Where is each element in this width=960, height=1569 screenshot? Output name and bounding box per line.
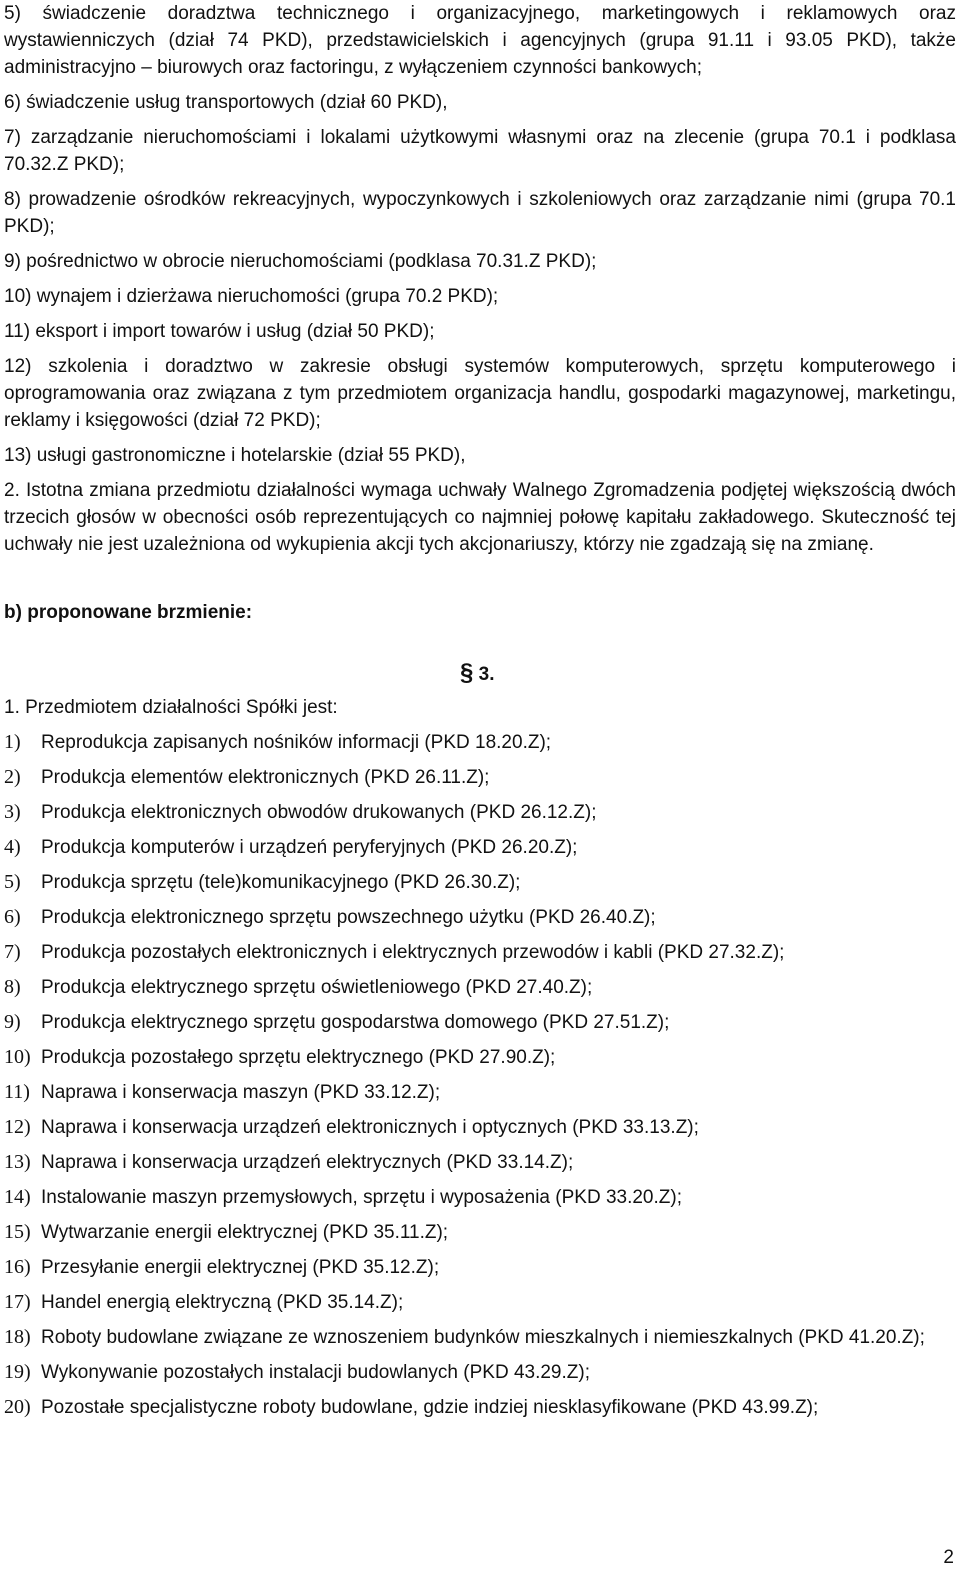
- list-item: 7) zarządzanie nieruchomościami i lokalami użytkowymi własnymi oraz na zlecenie (grupa 70.1 i podklasa 70.32.Z PKD);: [4, 127, 956, 175]
- page-number: 2: [943, 1547, 954, 1568]
- list-item: [4, 1044, 956, 1071]
- list-item: 9) pośrednictwo w obrocie nieruchomościami (podklasa 70.31.Z PKD);: [4, 251, 597, 272]
- item-text: Produkcja sprzętu (tele)komunikacyjnego (PKD 26.30.Z);: [41, 872, 521, 893]
- list-item: 5) świadczenie doradztwa technicznego i organizacyjnego, marketingowych i reklamowych oraz wystawienniczych (dział 74 PKD), przedstawicielskich i agencyjnych (grupa 91.11 i 93.05 PKD), także administracyjno – biurowych oraz factoringu, z wyłączeniem czynności bankowych;: [4, 3, 956, 78]
- item-number: 3): [4, 801, 21, 823]
- item-text: Produkcja elektronicznego sprzętu powszechnego użytku (PKD 26.40.Z);: [41, 907, 656, 928]
- item-text: Przesyłanie energii elektrycznej (PKD 35.12.Z);: [41, 1257, 440, 1278]
- list-item: [4, 869, 956, 896]
- item-number: 6): [4, 906, 21, 928]
- item-number: 10): [4, 1046, 31, 1068]
- item-text: Produkcja elektrycznego sprzętu oświetleniowego (PKD 27.40.Z);: [41, 977, 593, 998]
- list-item: [4, 799, 956, 826]
- item-number: 20): [4, 1396, 31, 1418]
- item-text: Naprawa i konserwacja urządzeń elektronicznych i optycznych (PKD 33.13.Z);: [41, 1117, 699, 1138]
- item-text: Handel energią elektryczną (PKD 35.14.Z);: [41, 1292, 404, 1313]
- item-number: 16): [4, 1256, 31, 1278]
- section-symbol: §: [460, 659, 474, 686]
- list-item: [4, 1254, 956, 1281]
- item-text: Produkcja elementów elektronicznych (PKD 26.11.Z);: [41, 767, 490, 788]
- list-item: 6) świadczenie usług transportowych (dział 60 PKD),: [4, 92, 448, 113]
- section-heading: [460, 658, 956, 688]
- list-item: [4, 974, 956, 1001]
- item-text: Produkcja pozostałych elektronicznych i elektrycznych przewodów i kabli (PKD 27.32.Z);: [41, 942, 785, 963]
- item-text: Produkcja elektronicznych obwodów drukowanych (PKD 26.12.Z);: [41, 802, 597, 823]
- item-number: 1): [4, 731, 21, 753]
- section-number: 3.: [478, 664, 495, 685]
- item-text: Produkcja komputerów i urządzeń peryferyjnych (PKD 26.20.Z);: [41, 837, 578, 858]
- item-text: Naprawa i konserwacja maszyn (PKD 33.12.Z);: [41, 1082, 441, 1103]
- item-number: 8): [4, 976, 21, 998]
- list-item: [4, 904, 956, 931]
- item-text: Roboty budowlane związane ze wznoszeniem budynków mieszkalnych i niemieszkalnych (PKD 41.20.Z);: [41, 1327, 925, 1348]
- document-content: [4, 0, 956, 1429]
- item-number: 2): [4, 766, 21, 788]
- list-item: [4, 1079, 956, 1106]
- list-item: [4, 1394, 956, 1421]
- list-item: [4, 1289, 956, 1316]
- item-text: Reprodukcja zapisanych nośników informacji (PKD 18.20.Z);: [41, 732, 552, 753]
- item-number: 15): [4, 1221, 31, 1243]
- proposed-wording-heading: b) proponowane brzmienie:: [4, 602, 253, 623]
- current-activities-list: [4, 0, 956, 469]
- list-item: [4, 764, 956, 791]
- item-number: 12): [4, 1116, 31, 1138]
- item-number: 14): [4, 1186, 31, 1208]
- list-item: [4, 834, 956, 861]
- proposed-activities-list: [4, 729, 956, 1421]
- list-item: 10) wynajem i dzierżawa nieruchomości (grupa 70.2 PKD);: [4, 286, 499, 307]
- list-item: 11) eksport i import towarów i usług (dział 50 PKD);: [4, 321, 435, 342]
- item-text: Wytwarzanie energii elektrycznej (PKD 35.11.Z);: [41, 1222, 449, 1243]
- list-item: [4, 1359, 956, 1386]
- list-item: 8) prowadzenie ośrodków rekreacyjnych, wypoczynkowych i szkoleniowych oraz zarządzanie nimi (grupa 70.1 PKD);: [4, 189, 956, 237]
- activities-intro: 1. Przedmiotem działalności Spółki jest:: [4, 697, 338, 718]
- item-text: Pozostałe specjalistyczne roboty budowlane, gdzie indziej niesklasyfikowane (PKD 43.99.Z);: [41, 1397, 819, 1418]
- item-number: 19): [4, 1361, 31, 1383]
- item-number: 5): [4, 871, 21, 893]
- list-item: [4, 939, 956, 966]
- item-number: 11): [4, 1081, 30, 1103]
- item-number: 9): [4, 1011, 21, 1033]
- list-item: 12) szkolenia i doradztwo w zakresie obsługi systemów komputerowych, sprzętu komputerowego i oprogramowania oraz związana z tym przedmiotem organizacja handlu, gospodarki magazynowej, marketingu, reklamy i księgowości (dział 72 PKD);: [4, 356, 956, 431]
- item-number: 18): [4, 1326, 31, 1348]
- list-item: [4, 1324, 956, 1351]
- list-item: 13) usługi gastronomiczne i hotelarskie (dział 55 PKD),: [4, 445, 466, 466]
- list-item: [4, 729, 956, 756]
- item-text: Instalowanie maszyn przemysłowych, sprzętu i wyposażenia (PKD 33.20.Z);: [41, 1187, 682, 1208]
- list-item: [4, 1219, 956, 1246]
- item-text: Wykonywanie pozostałych instalacji budowlanych (PKD 43.29.Z);: [41, 1362, 590, 1383]
- item-number: 4): [4, 836, 21, 858]
- item-text: Produkcja elektrycznego sprzętu gospodarstwa domowego (PKD 27.51.Z);: [41, 1012, 670, 1033]
- item-number: 7): [4, 941, 21, 963]
- item-text: Produkcja pozostałego sprzętu elektrycznego (PKD 27.90.Z);: [41, 1047, 556, 1068]
- list-item: [4, 1149, 956, 1176]
- paragraph-2: 2. Istotna zmiana przedmiotu działalności wymaga uchwały Walnego Zgromadzenia podjętej większością dwóch trzecich głosów w obecności osób reprezentujących co najmniej połowę kapitału zakładowego. Skuteczność tej uchwały nie jest uzależniona od wykupienia akcji tych akcjonariuszy, którzy nie zgadzają się na zmianę.: [4, 480, 956, 555]
- item-text: Naprawa i konserwacja urządzeń elektrycznych (PKD 33.14.Z);: [41, 1152, 574, 1173]
- item-number: 17): [4, 1291, 31, 1313]
- list-item: [4, 1009, 956, 1036]
- list-item: [4, 1184, 956, 1211]
- item-number: 13): [4, 1151, 31, 1173]
- list-item: [4, 1114, 956, 1141]
